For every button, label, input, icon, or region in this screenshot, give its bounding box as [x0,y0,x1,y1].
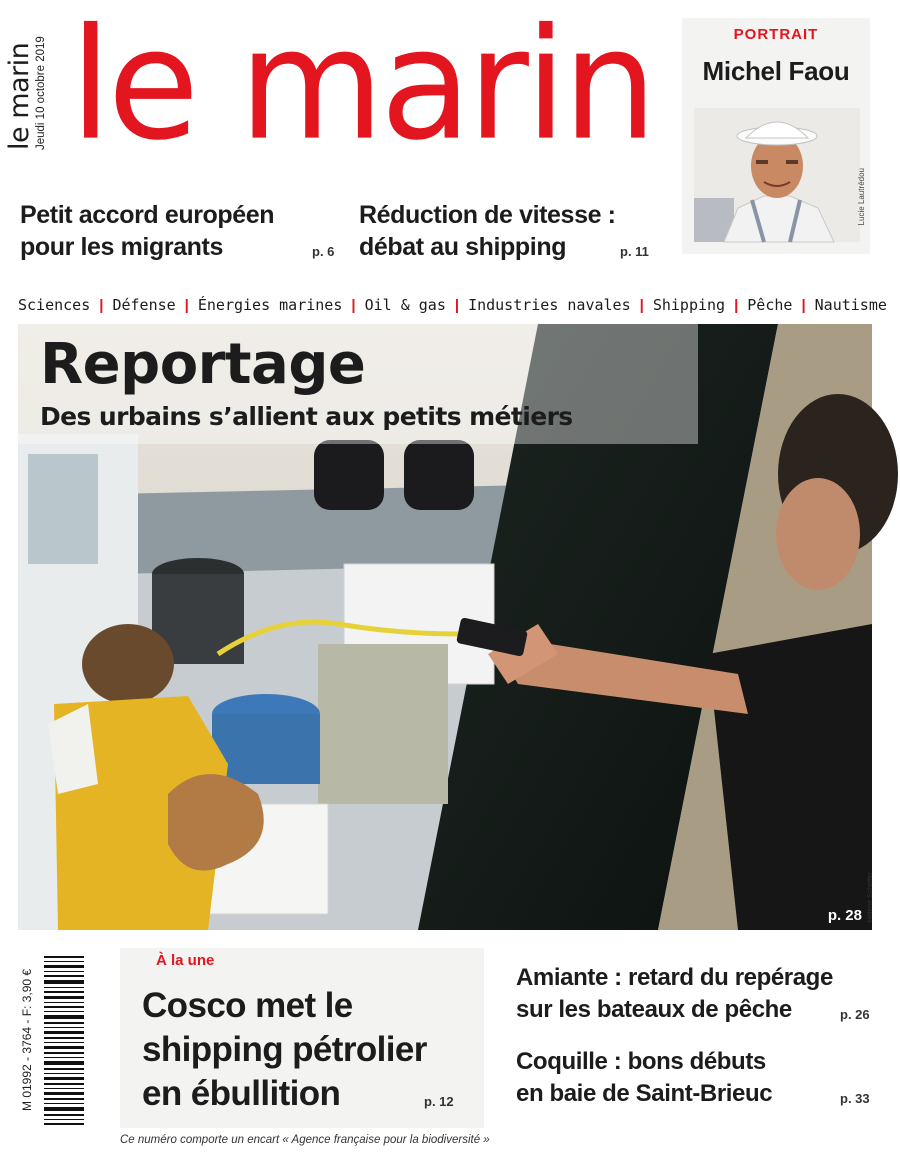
insert-note: Ce numéro comporte un encart « Agence française pour la biodiversité » [120,1134,490,1146]
nav-separator: | [734,296,739,314]
cover-subtitle: Des urbains s’allient aux petits métiers [40,402,573,431]
nav-item-sciences[interactable]: Sciences [18,296,91,314]
page-ref: p. 26 [840,1007,870,1022]
nav-separator: | [454,296,460,314]
nav-separator: | [351,296,356,314]
portrait-box[interactable] [682,18,870,254]
barcode-text: M 01992 - 3764 - F: 3,90 € [20,968,34,1112]
headline-line: shipping pétrolier [142,1030,427,1069]
cover-page-ref: p. 28 [827,907,862,924]
nav-item-peche[interactable]: Pêche [747,296,793,314]
barcode [20,950,88,1130]
nav-item-industries-navales[interactable]: Industries navales [468,296,631,314]
headline-line: Réduction de vitesse : [359,201,616,229]
headline-vitesse[interactable] [359,199,659,263]
nav-separator: | [639,296,644,314]
nav-item-shipping[interactable]: Shipping [652,296,726,314]
headline-line: Cosco met le [142,986,353,1025]
portrait-kicker: PORTRAIT [733,26,819,43]
nav-separator: | [99,296,104,314]
portrait-photo-credit: Lucie Lautrédou [857,168,866,226]
portrait-photo [694,108,860,242]
a-la-une-headline [142,984,472,1116]
side-brand: le marin [4,42,35,150]
side-masthead [6,30,68,150]
page-ref: p. 12 [424,1094,454,1109]
nav-item-defense[interactable]: Défense [112,296,176,314]
a-la-une-kicker: À la une [156,952,215,969]
cover-title: Reportage [40,332,366,397]
page-ref: p. 6 [312,244,335,259]
page-ref: p. 11 [620,244,649,259]
barcode-bars-icon [42,952,86,1128]
nav-item-nautisme[interactable]: Nautisme [814,296,887,314]
headline-line: Amiante : retard du repérage [516,964,833,991]
nav-item-oil-gas[interactable]: Oil & gas [364,296,446,314]
headline-line: en baie de Saint-Brieuc [516,1080,773,1107]
nav-separator: | [184,296,189,314]
cover-story[interactable] [18,324,872,930]
headline-amiante[interactable] [516,962,876,1026]
portrait-name: Michel Faou [702,56,850,86]
nav-separator: | [801,296,806,314]
headline-line: débat au shipping [359,233,567,261]
headline-line: Petit accord européen [20,201,275,229]
headline-coquille[interactable] [516,1046,876,1110]
issue-date: Jeudi 10 octobre 2019 [35,36,47,150]
nav-item-energies-marines[interactable]: Énergies marines [197,296,343,314]
headline-line: pour les migrants [20,233,223,261]
section-nav [18,292,887,318]
headline-line: Coquille : bons débuts [516,1048,766,1075]
headline-line: sur les bateaux de pêche [516,996,792,1023]
a-la-une-box[interactable] [120,948,484,1128]
main-logo[interactable]: le marin [70,0,654,175]
headline-migrants[interactable] [20,199,340,263]
headline-line: en ébullition [142,1074,341,1113]
cover-photo-credit: Hélène Scheffer [867,871,874,922]
page-ref: p. 33 [840,1091,870,1106]
